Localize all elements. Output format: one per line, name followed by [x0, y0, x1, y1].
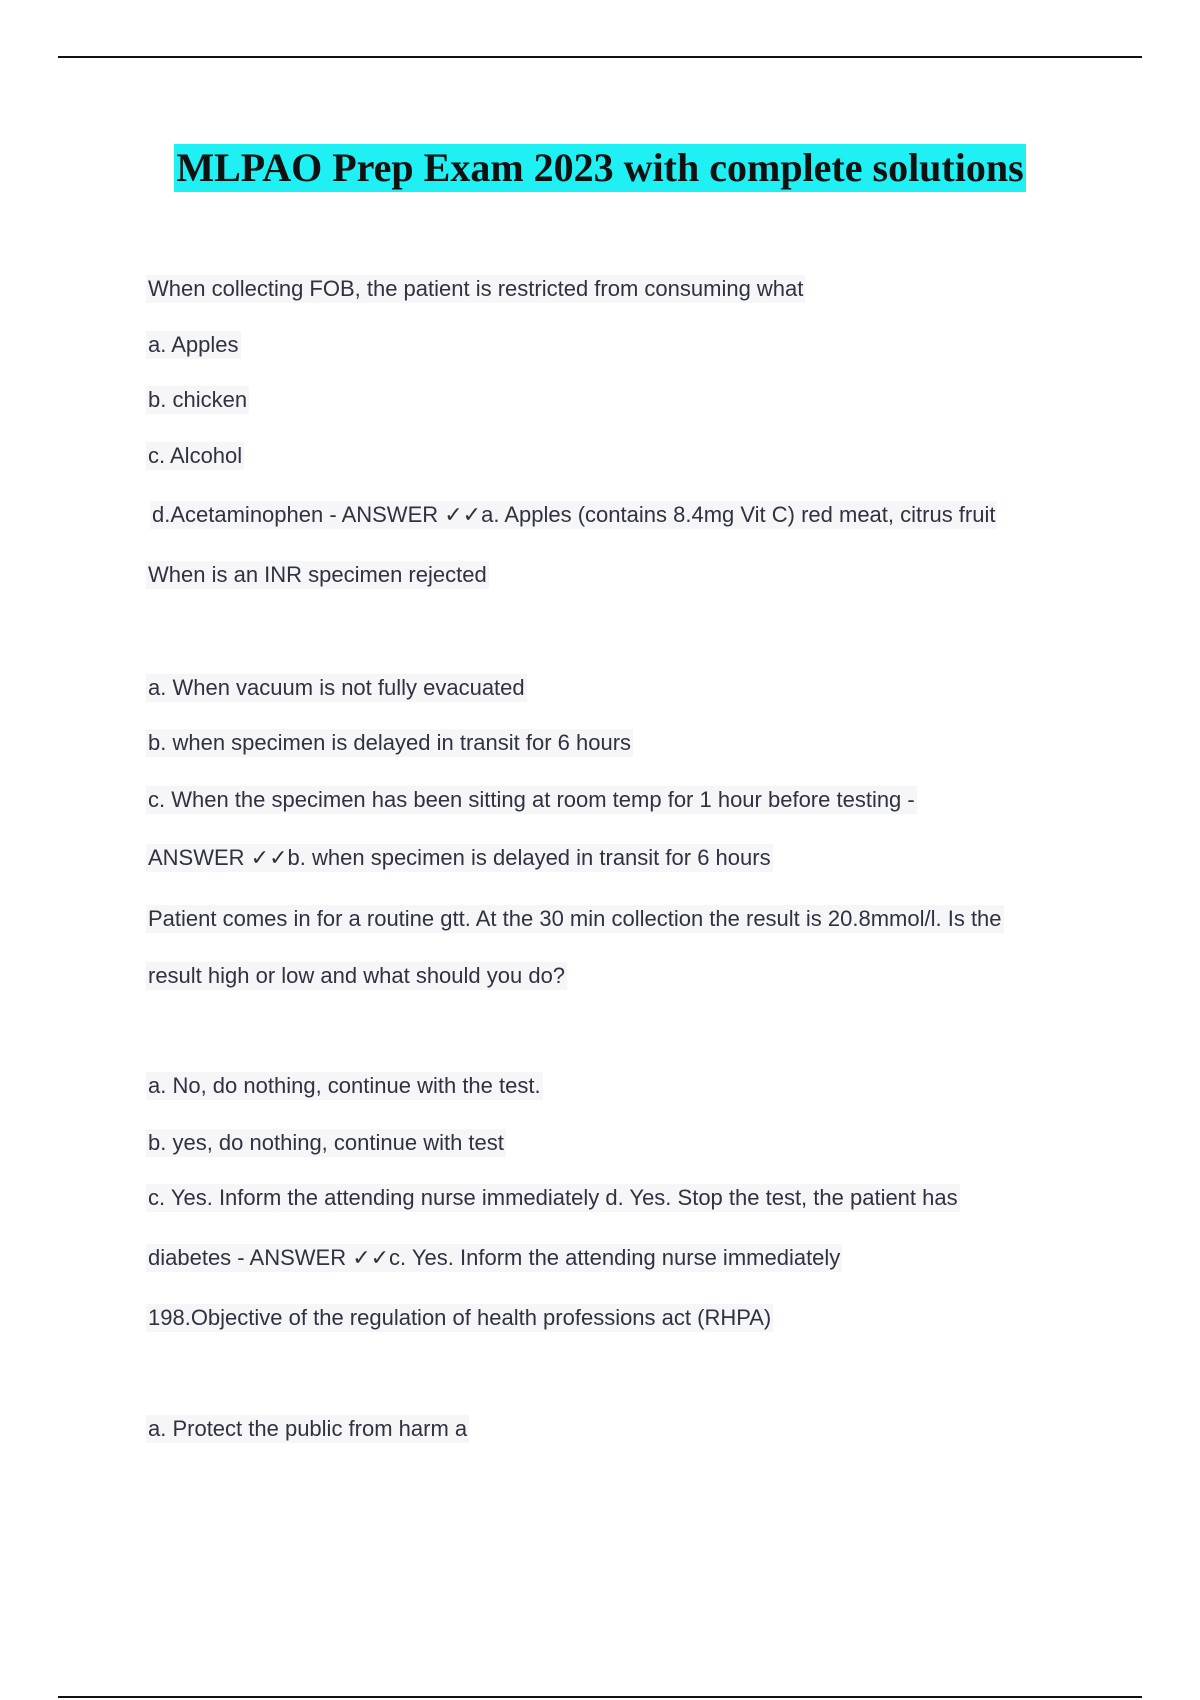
question-3-option-a: a. No, do nothing, continue with the test. — [148, 1073, 541, 1098]
title-container — [0, 144, 1200, 192]
question-2-option-c: c. When the specimen has been sitting at room temp for 1 hour before testing - — [148, 787, 915, 812]
header-rule — [58, 56, 1142, 58]
footer-rule — [58, 1696, 1142, 1698]
question-3-option-c-d: c. Yes. Inform the attending nurse immediately d. Yes. Stop the test, the patient has — [148, 1185, 958, 1210]
question-1-option-a: a. Apples — [148, 332, 239, 357]
document-title: MLPAO Prep Exam 2023 with complete solutions — [176, 145, 1024, 190]
question-2-answer: ANSWER ✓✓b. when specimen is delayed in transit for 6 hours — [148, 845, 771, 870]
question-1-option-d-answer: d.Acetaminophen - ANSWER ✓✓a. Apples (contains 8.4mg Vit C) red meat, citrus fruit — [152, 502, 996, 527]
question-1-text: When collecting FOB, the patient is restricted from consuming what — [148, 276, 804, 301]
question-2-text: When is an INR specimen rejected — [148, 562, 487, 587]
question-1-option-c: c. Alcohol — [148, 443, 243, 468]
question-2-option-a: a. When vacuum is not fully evacuated — [148, 675, 525, 700]
question-4-option-a: a. Protect the public from harm a — [148, 1416, 468, 1441]
question-1-option-b: b. chicken — [148, 387, 248, 412]
question-3-option-b: b. yes, do nothing, continue with test — [148, 1130, 504, 1155]
question-3-text-line-2: result high or low and what should you do? — [148, 963, 566, 988]
question-2-option-b: b. when specimen is delayed in transit for 6 hours — [148, 730, 632, 755]
question-3-text-line-1: Patient comes in for a routine gtt. At the 30 min collection the result is 20.8mmol/l. Is the — [148, 906, 1002, 931]
question-4-text: 198.Objective of the regulation of health professions act (RHPA) — [148, 1305, 772, 1330]
question-3-answer: diabetes - ANSWER ✓✓c. Yes. Inform the attending nurse immediately — [148, 1245, 841, 1270]
